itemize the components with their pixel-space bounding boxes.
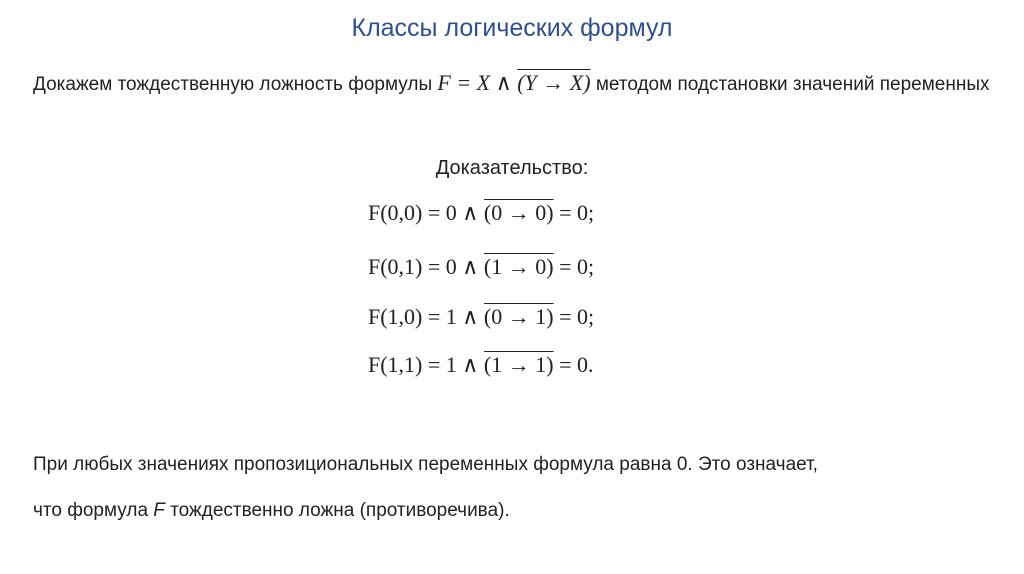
equation-3 [368,304,594,330]
conclusion-paragraph [33,442,993,534]
equation-3-overlined: (0 → 1) [483,304,554,329]
intro-text-after: методом подстановки значений переменных [595,74,990,95]
equation-2-overlined: (1 → 0) [483,254,554,279]
intro-formula-lhs: F = X ∧ [437,70,518,95]
proof-heading: Доказательство: [435,157,589,179]
equation-2 [368,254,594,280]
conclusion-line-1: При любых значениях пропозициональных переменных формула равна 0. Это означает, [33,454,818,475]
equation-3-rhs: = 0; [553,304,595,329]
equation-1 [368,200,594,226]
intro-formula [437,70,590,95]
equation-1-rhs: = 0; [553,200,595,225]
equation-1-lhs: F(0,0) = 0 ∧ [368,200,484,225]
equation-4-overlined: (1 → 1) [483,352,554,377]
conclusion-line-2 [33,488,993,534]
intro-formula-overlined: (Y → X) [517,70,591,95]
intro-paragraph [33,60,993,108]
conclusion-line-2-after: тождественно ложна (противоречива). [170,500,510,521]
equation-1-overlined: (0 → 0) [483,200,554,225]
conclusion-variable-f: F [153,500,165,521]
equation-3-lhs: F(1,0) = 1 ∧ [368,304,484,329]
equation-2-rhs: = 0; [553,254,595,279]
conclusion-line-2-before: что формула [33,500,149,521]
slide-title: Классы логических формул [351,14,673,42]
intro-text-before: Докажем тождественную ложность формулы [33,74,433,95]
equation-4-lhs: F(1,1) = 1 ∧ [368,352,484,377]
equation-2-lhs: F(0,1) = 0 ∧ [368,254,484,279]
equation-4 [368,352,593,378]
equation-4-rhs: = 0. [553,352,594,377]
